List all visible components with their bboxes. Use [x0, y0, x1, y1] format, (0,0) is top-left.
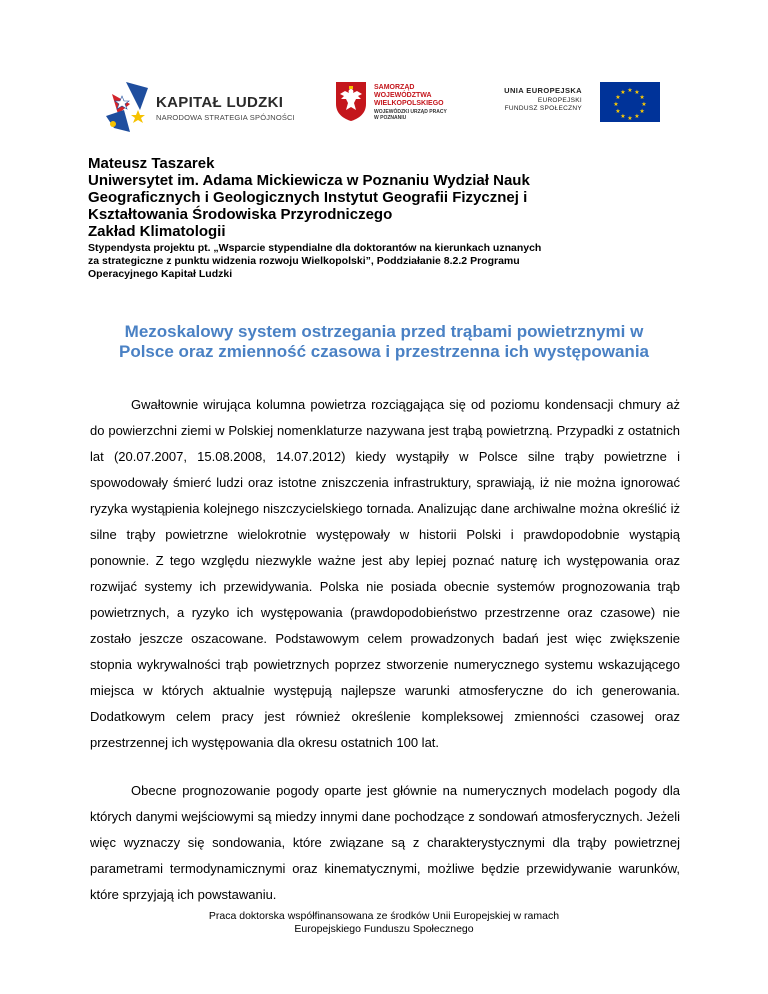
author-block: [88, 155, 688, 281]
author-affiliation: Uniwersytet im. Adama Mickiewicza w Poznaniu Wydział Nauk Geograficznych i Geologicznych Instytut Geografii Fizycznej i Kształtowania Środowiska Przyrodniczego Zakład Klimatologii: [88, 172, 530, 240]
logo-bar: [0, 78, 768, 138]
eu-flag-icon: [600, 82, 660, 122]
wielkopolska-logo: [334, 80, 464, 140]
eu-text: [504, 86, 582, 112]
svg-text:★: ★: [639, 108, 645, 115]
body-paragraph-2: Obecne prognozowanie pogody oparte jest głównie na numerycznych modelach pogody dla których danymi wejściowymi są miedzy innymi dane pochodzące z sondowań atmosferycznych. Jeżeli więc wyznaczy się sondowania, które związane są z charakterystycznymi dla trąby powietrznej parametrami termodynamicznymi oraz kinematycznymi, możliwe będzie przewidywanie warunków, które sprzyjają ich powstawaniu.: [90, 783, 680, 902]
kapital-ludzki-stars-icon: [104, 80, 154, 134]
svg-text:★: ★: [620, 113, 626, 121]
svg-text:★: ★: [615, 94, 621, 101]
svg-text:★: ★: [627, 115, 633, 122]
svg-text:★: ★: [641, 101, 647, 108]
eu-line-3: FUNDUSZ SPOŁECZNY: [504, 105, 582, 112]
wielkopolska-title: SAMORZĄD WOJEWÓDZTWA WIELKOPOLSKIEGO: [374, 84, 444, 107]
eu-line-2: EUROPEJSKI: [537, 97, 582, 104]
svg-text:★: ★: [620, 88, 626, 96]
document-title: Mezoskalowy system ostrzegania przed trąbami powietrznymi w Polsce oraz zmienność czasowa i przestrzenna ich występowania: [118, 322, 649, 361]
body-paragraph-1: Gwałtownie wirująca kolumna powietrza rozciągająca się od poziomu kondensacji chmury aż do powierzchni ziemi w Polskiej nomenklaturze nazywana jest trąbą powietrzną. Przypadki z ostatnich lat (20.07.2007, 15.08.2008, 14.07.2012) kiedy wystąpiły w Polsce silne trąby powietrzne i spowodowały śmierć ludzi oraz istotne zniszczenia infrastruktury, sprawiają, iż nie można ignorować ryzyka wystąpienia kolejnego niszczycielskiego tornada. Analizując dane archiwalne można określić iż silne trąby powietrzne wielokrotnie występowały w historii Polski i prawdopodobnie wystąpią ponownie. Z tego względu niezwykle ważne jest aby lepiej poznać naturę ich występowania oraz rozwijać systemy ich przewidywania. Polska nie posiada obecnie systemów prognozowania trąb powietrznych, a ryzyko ich występowania (prawdopodobieństwo przestrzenne oraz czasowe) nie zostało jeszcze oszacowane. Podstawowym celem prowadzonych badań jest więc zwiększenie stopnia wykrywalności trąb powietrznych poprzez stworzenie numerycznego systemu wskazującego miejsca w których aktualnie występują najlepsze warunki atmosferyczne do ich generowania. Dodatkowym celem pracy jest również określenie kompleksowej zmienności czasowej oraz przestrzennej ich występowania dla okresu ostatnich 100 lat.: [90, 397, 680, 750]
kapital-ludzki-subtitle: NARODOWA STRATEGIA SPÓJNOŚCI: [156, 113, 295, 122]
svg-text:★: ★: [613, 101, 619, 108]
svg-text:★: ★: [627, 87, 633, 94]
svg-text:★: ★: [639, 94, 645, 101]
eu-logo: [490, 82, 660, 122]
svg-text:★: ★: [634, 88, 640, 96]
kapital-ludzki-name: KAPITAŁ LUDZKI: [156, 94, 284, 111]
author-name: Mateusz Taszarek: [88, 155, 215, 172]
svg-text:★: ★: [634, 113, 640, 121]
eu-line-1: UNIA EUROPEJSKA: [504, 86, 582, 95]
stipend-note: Stypendysta projektu pt. „Wsparcie stypendialne dla doktorantów na kierunkach uznanych za strategiczne z punktu widzenia rozwoju Wielkopolski”, Poddziałanie 8.2.2 Programu Operacyjnego Kapitał Ludzki: [88, 242, 542, 280]
wielkopolska-office: WOJEWÓDZKI URZĄD PRACY W POZNANIU: [374, 109, 447, 121]
white-eagle-crest-icon: [334, 80, 368, 122]
page-footer: Praca doktorska współfinansowana ze środków Unii Europejskiej w ramach Europejskiego Funduszu Społecznego: [208, 910, 560, 935]
kapital-ludzki-logo: [104, 78, 304, 136]
svg-text:★: ★: [615, 108, 621, 115]
document-body: [90, 392, 680, 908]
